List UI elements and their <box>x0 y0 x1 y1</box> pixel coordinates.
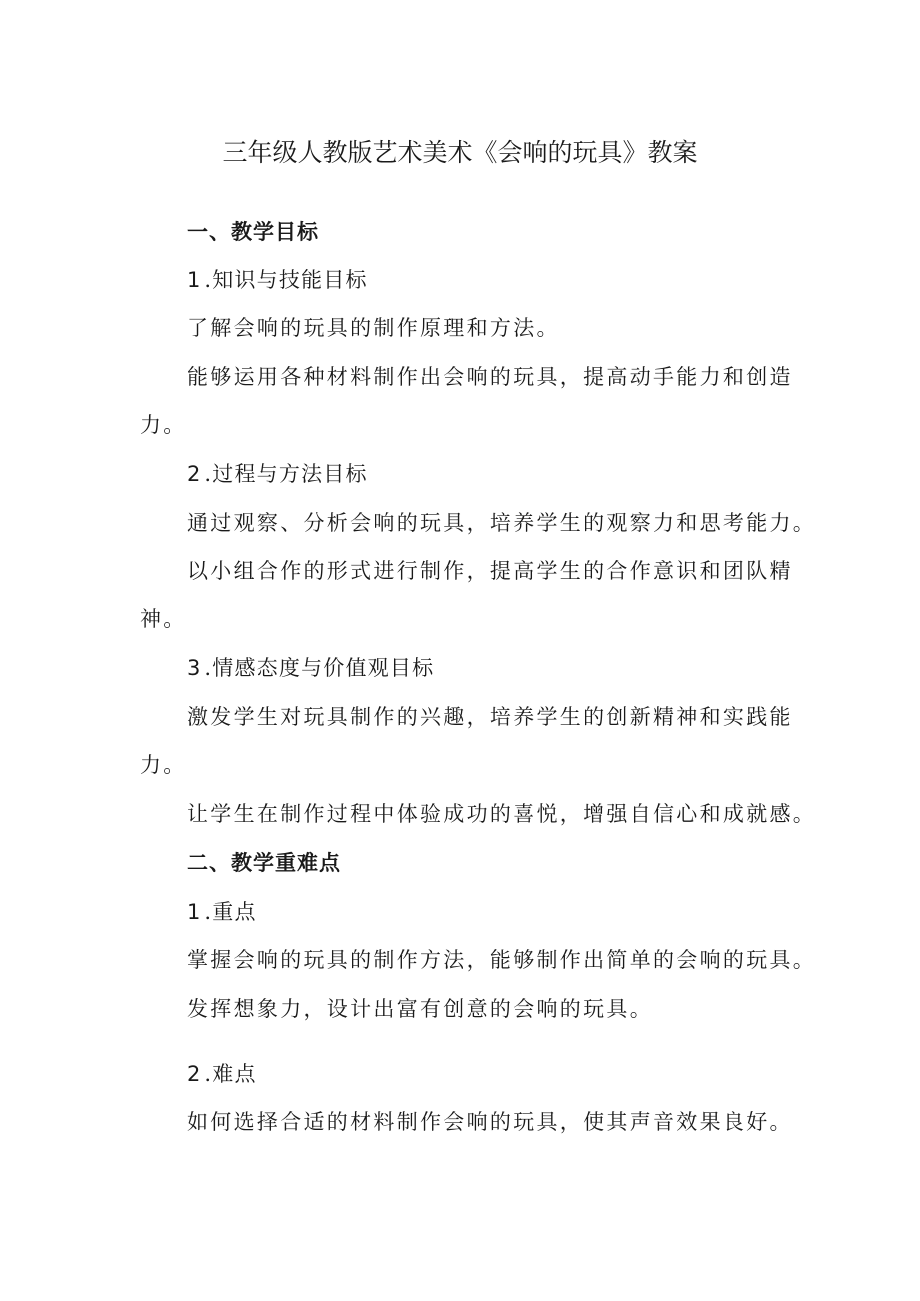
subsection-number: 2 <box>187 462 205 486</box>
subsection-separator: . <box>204 1062 213 1086</box>
subsection-label: 重点 <box>212 900 257 924</box>
paragraph: 让学生在制作过程中体验成功的喜悦，增强自信心和成就感。 <box>187 802 817 826</box>
section-heading: 一、教学目标 <box>187 220 319 244</box>
subsection-number: 1 <box>187 268 205 292</box>
paragraph-line: 激发学生对玩具制作的兴趣，培养学生的创新精神和实践能 <box>187 705 793 729</box>
subsection-separator: . <box>204 656 213 680</box>
paragraph-line: 以小组合作的形式进行制作，提高学生的合作意识和团队精 <box>187 559 793 583</box>
paragraph: 掌握会响的玩具的制作方法，能够制作出简单的会响的玩具。 <box>187 948 817 972</box>
subsection-label: 知识与技能目标 <box>212 268 368 292</box>
paragraph-line: 能够运用各种材料制作出会响的玩具，提高动手能力和创造 <box>187 365 793 389</box>
paragraph: 通过观察、分析会响的玩具，培养学生的观察力和思考能力。 <box>187 511 817 535</box>
paragraph-line: 神。 <box>140 607 187 631</box>
paragraph: 如何选择合适的材料制作会响的玩具，使其声音效果良好。 <box>187 1110 793 1134</box>
paragraph: 发挥想象力，设计出富有创意的会响的玩具。 <box>187 997 653 1021</box>
document-title: 三年级人教版艺术美术《会响的玩具》教案 <box>222 138 698 167</box>
subsection-separator: . <box>204 268 213 292</box>
subsection-label: 难点 <box>212 1062 257 1086</box>
subsection-heading <box>187 459 368 489</box>
paragraph: 了解会响的玩具的制作原理和方法。 <box>187 316 560 340</box>
paragraph-line: 力。 <box>140 413 187 437</box>
subsection-heading <box>187 897 257 927</box>
subsection-separator: . <box>204 462 213 486</box>
subsection-number: 2 <box>187 1062 205 1086</box>
subsection-number: 3 <box>187 656 205 680</box>
subsection-label: 过程与方法目标 <box>212 462 368 486</box>
subsection-number: 1 <box>187 900 205 924</box>
subsection-label: 情感态度与价值观目标 <box>212 656 435 680</box>
subsection-heading <box>187 1059 257 1089</box>
subsection-heading <box>187 265 368 295</box>
section-heading: 二、教学重难点 <box>187 851 341 875</box>
subsection-heading <box>187 653 434 683</box>
paragraph-line: 力。 <box>140 753 187 777</box>
subsection-separator: . <box>204 900 213 924</box>
